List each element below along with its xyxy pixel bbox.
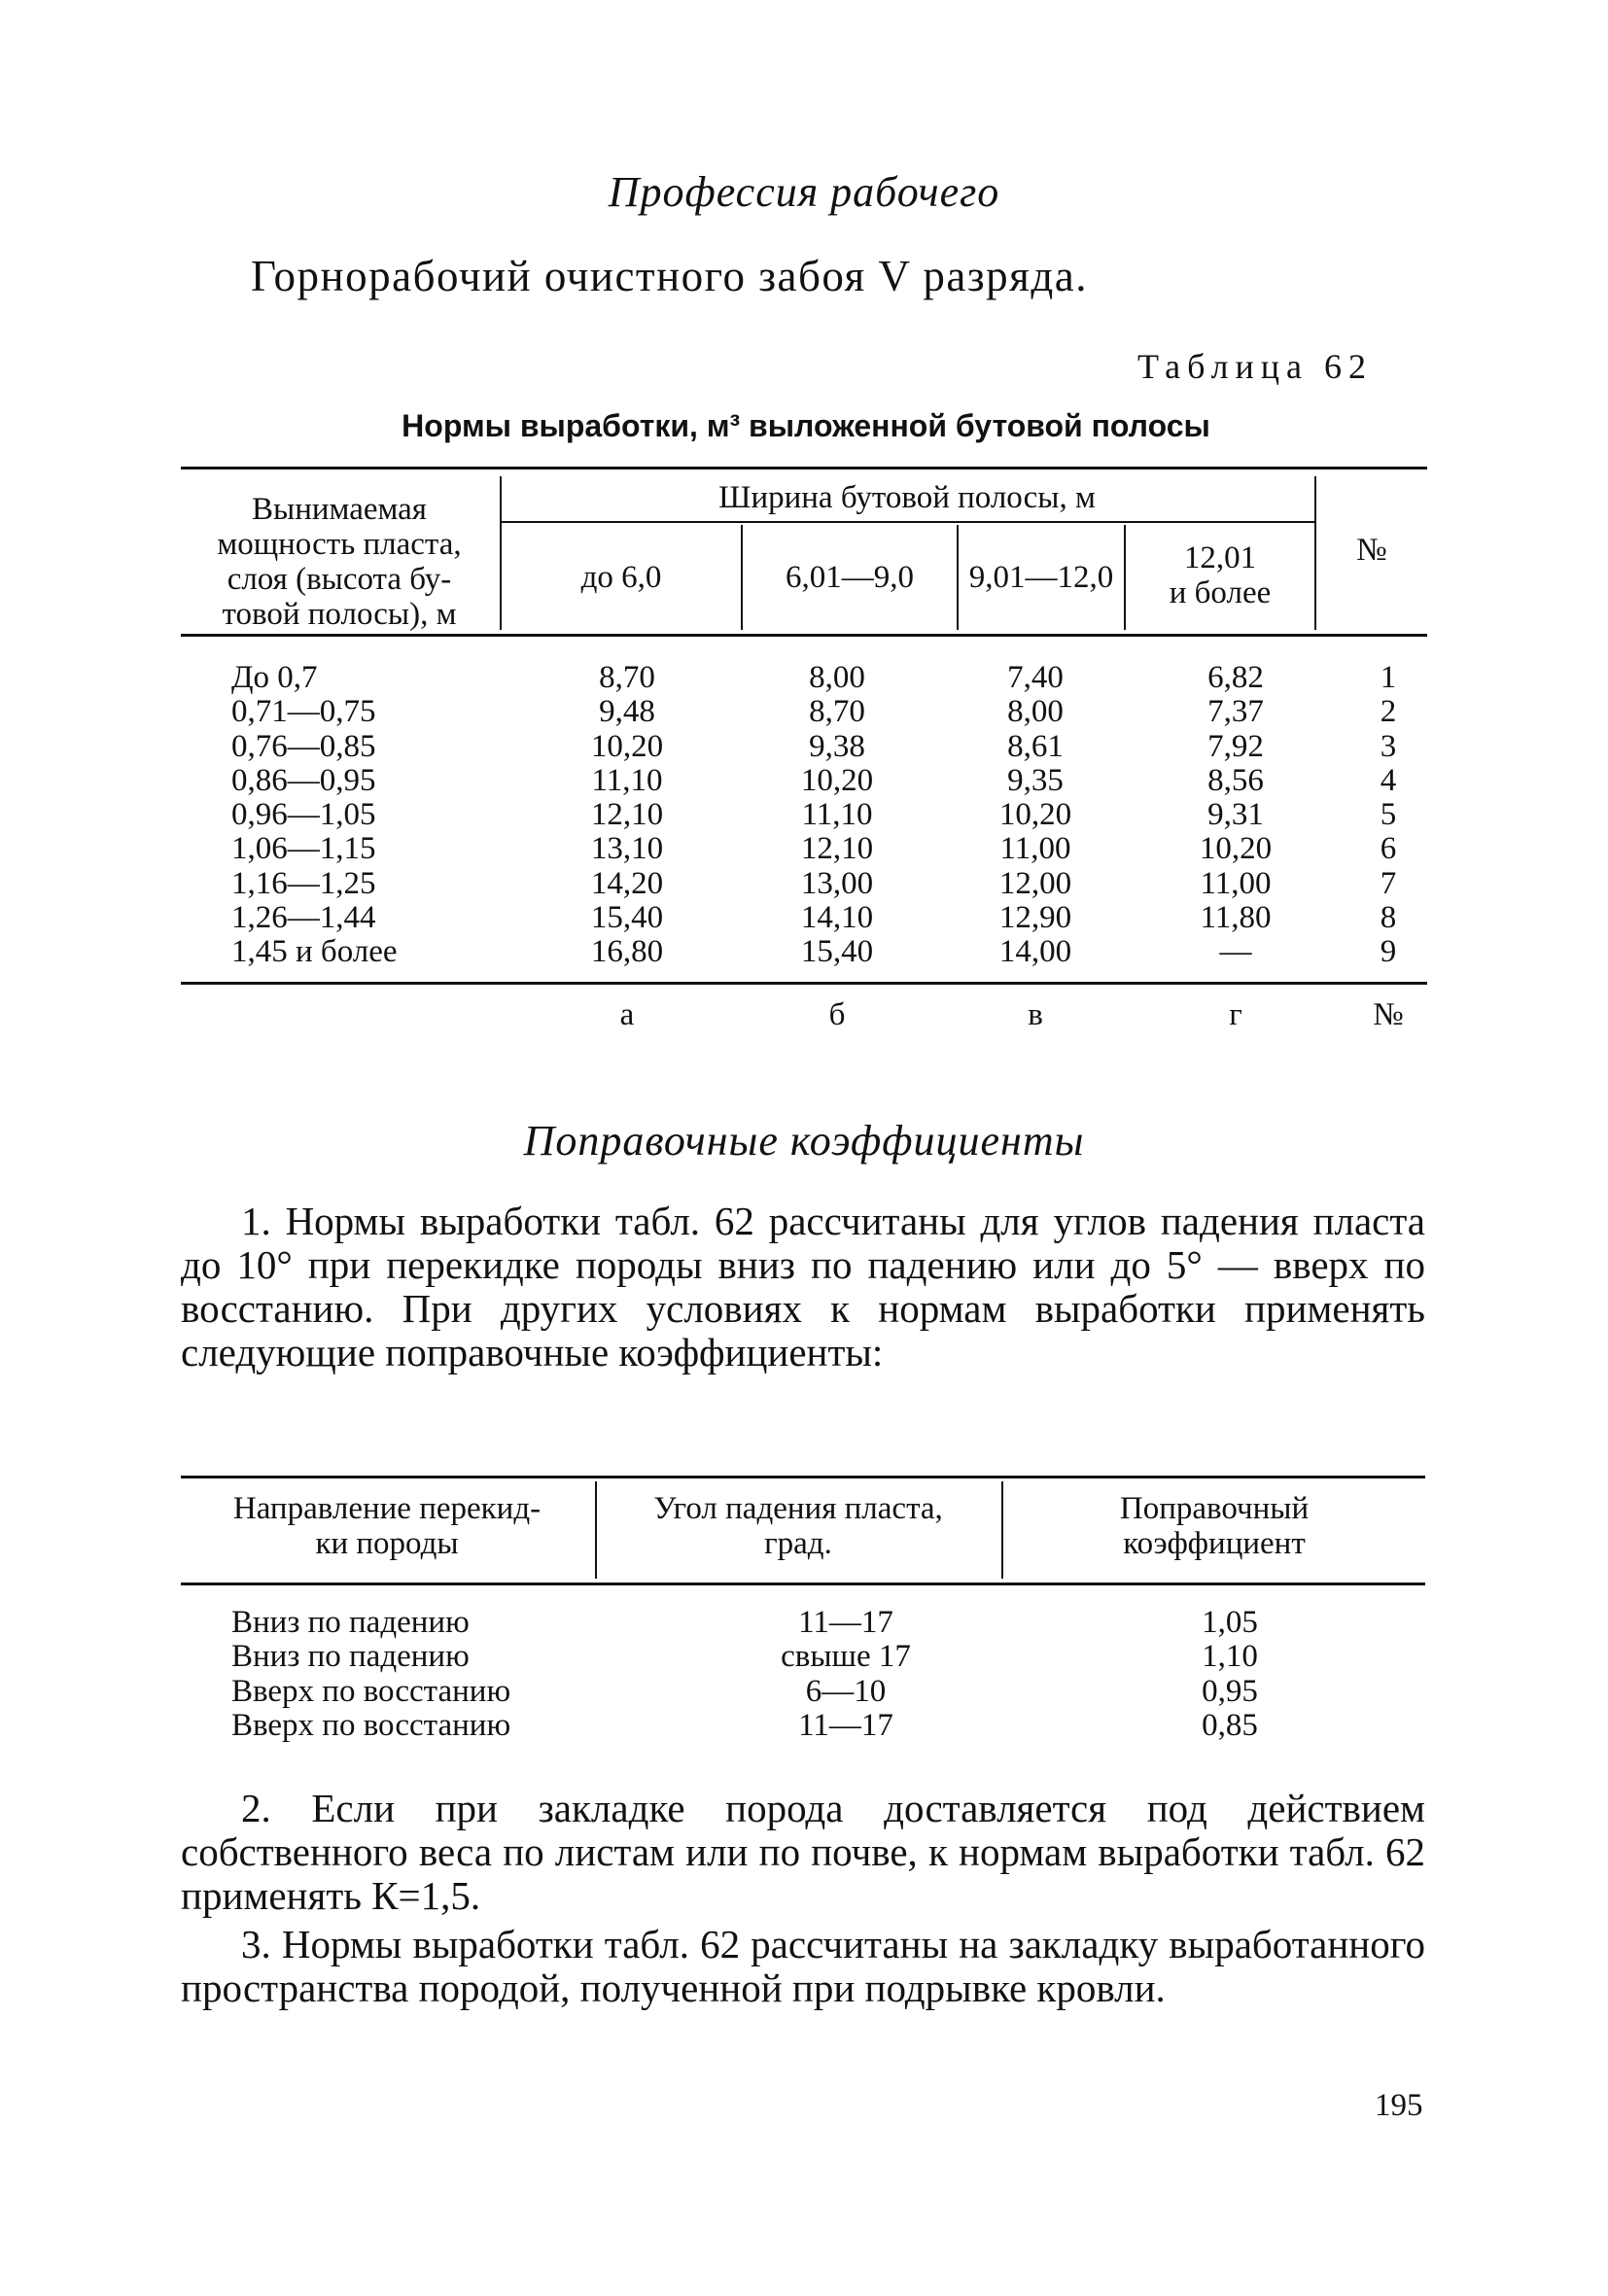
paragraph-2-text: 2. Если при закладке порода доставляется под действием собственного веса по листам или по почве, к нормам выработки табл. 62 применять К=1,5. <box>181 1786 1425 1918</box>
header-line: град. <box>764 1526 832 1561</box>
value-cell-b: 13,00 <box>800 865 874 901</box>
worker-category: Горнорабочий очистного забоя V разряда. <box>251 252 1088 300</box>
value-cell-b: 10,20 <box>800 762 874 798</box>
direction-cell: Вниз по падению <box>231 1605 470 1640</box>
table2-col3-header <box>1003 1491 1425 1561</box>
value-cell-d: 9,31 <box>1207 797 1264 833</box>
value-cell-c: 12,90 <box>998 900 1072 936</box>
thickness-cell: 1,26—1,44 <box>231 900 376 936</box>
thickness-cell: До 0,7 <box>231 660 318 695</box>
row-number-cell: 5 <box>1380 797 1397 833</box>
value-cell-b: 11,10 <box>801 797 873 833</box>
value-cell-c: 8,61 <box>1007 728 1064 764</box>
header-line: Поправочный <box>1119 1491 1310 1526</box>
row-number-cell: 3 <box>1380 728 1397 764</box>
row-header-line: мощность пласта, <box>217 527 462 562</box>
footer-d: г <box>1229 997 1242 1032</box>
thickness-cell: 0,86—0,95 <box>231 762 376 798</box>
thickness-cell: 0,71—0,75 <box>231 694 376 730</box>
thickness-cell: 1,16—1,25 <box>231 865 376 901</box>
row-header-line: Вынимаемая <box>252 492 427 527</box>
direction-cell: Вниз по падению <box>231 1639 470 1675</box>
value-cell-a: 8,70 <box>599 660 655 695</box>
value-cell-a: 12,10 <box>590 797 664 833</box>
value-cell-d: 11,00 <box>1200 865 1272 901</box>
table-bottom-rule <box>181 982 1427 985</box>
value-cell-b: 15,40 <box>800 934 874 970</box>
header-line: Угол падения пласта, <box>653 1491 943 1526</box>
row-number-cell: 2 <box>1380 694 1397 730</box>
thickness-column <box>231 661 398 970</box>
group-header-rule <box>500 521 1314 523</box>
col-c-values <box>953 661 1118 970</box>
value-cell-d: 11,80 <box>1200 900 1272 936</box>
angle-column <box>749 1606 943 1743</box>
value-cell-d: 10,20 <box>1199 831 1273 867</box>
thickness-cell: 1,06—1,15 <box>231 831 376 867</box>
coefficient-cell: 1,10 <box>1202 1639 1258 1675</box>
value-cell-a: 9,48 <box>599 694 655 730</box>
row-number-cell: 7 <box>1380 865 1397 901</box>
thickness-cell: 0,76—0,85 <box>231 728 376 764</box>
paragraph-3 <box>181 1923 1425 2010</box>
table-caption: Нормы выработки, м³ выложенной бутовой полосы <box>402 408 1210 443</box>
paragraph-3-text: 3. Нормы выработки табл. 62 рассчитаны на закладку выработанного пространства породой, полученной при подрывке кровли. <box>181 1922 1425 2010</box>
col-b-values <box>754 661 920 970</box>
col-header-d-line: 12,01 <box>1183 540 1257 575</box>
direction-column <box>231 1606 510 1743</box>
header-line: ки породы <box>315 1526 459 1561</box>
table-number-label: Таблица 62 <box>1137 347 1373 386</box>
row-number-cell: 9 <box>1380 934 1397 970</box>
col-header-d-line: и более <box>1169 575 1272 610</box>
table2-header-bottom-rule <box>181 1583 1425 1585</box>
angle-cell: 6—10 <box>805 1673 887 1709</box>
value-cell-d: — <box>1219 934 1252 970</box>
coefficient-column <box>1157 1606 1303 1743</box>
direction-cell: Вверх по восстанию <box>231 1707 511 1743</box>
value-cell-a: 15,40 <box>590 900 664 936</box>
thickness-cell: 0,96—1,05 <box>231 797 376 833</box>
table-top-rule <box>181 467 1427 470</box>
value-cell-d: 6,82 <box>1207 660 1264 695</box>
col-header-d <box>1126 540 1314 610</box>
header-line: коэффициент <box>1123 1526 1306 1561</box>
col-d-values <box>1153 661 1318 970</box>
width-group-header: Ширина бутовой полосы, м <box>718 480 1096 515</box>
col-no-values <box>1351 661 1425 970</box>
value-cell-a: 13,10 <box>590 831 664 867</box>
paragraph-2 <box>181 1787 1425 1918</box>
row-number-cell: 4 <box>1380 762 1397 798</box>
paragraph-1-text: 1. Нормы выработки табл. 62 рассчитаны для углов падения пласта до 10° при перекидке породы вниз по падению или до 5° — вверх по восстанию. При других условиях к нормам выработки применять следующие поправочные коэффициенты: <box>181 1199 1425 1374</box>
value-cell-c: 10,20 <box>998 797 1072 833</box>
col-header-b: 6,01—9,0 <box>786 560 914 595</box>
footer-c: в <box>1028 997 1043 1032</box>
row-header <box>181 492 498 632</box>
row-number-cell: 1 <box>1380 660 1397 695</box>
col-header-a: до 6,0 <box>580 560 662 595</box>
table2-col2-header <box>597 1491 999 1561</box>
value-cell-c: 9,35 <box>1007 762 1064 798</box>
value-cell-b: 12,10 <box>800 831 874 867</box>
table2-col1-header <box>181 1491 593 1561</box>
value-cell-b: 8,00 <box>809 660 865 695</box>
value-cell-d: 7,92 <box>1207 728 1264 764</box>
page-number: 195 <box>1375 2088 1423 2123</box>
value-cell-c: 7,40 <box>1007 660 1064 695</box>
angle-cell: 11—17 <box>798 1707 893 1743</box>
value-cell-d: 7,37 <box>1207 694 1264 730</box>
footer-b: б <box>828 997 846 1032</box>
table2-top-rule <box>181 1476 1425 1478</box>
header-line: Направление перекид- <box>232 1491 542 1526</box>
row-header-line: товой полосы), м <box>222 597 457 632</box>
paragraph-1 <box>181 1200 1425 1374</box>
coefficient-cell: 0,95 <box>1202 1673 1258 1709</box>
value-cell-b: 8,70 <box>809 694 865 730</box>
value-cell-a: 16,80 <box>590 934 664 970</box>
profession-heading: Профессия рабочего <box>608 168 1000 216</box>
corrections-heading: Поправочные коэффициенты <box>523 1117 1085 1165</box>
footer-no: № <box>1373 997 1404 1032</box>
value-cell-a: 14,20 <box>590 865 664 901</box>
value-cell-d: 8,56 <box>1207 762 1264 798</box>
col-a-values <box>544 661 710 970</box>
value-cell-c: 8,00 <box>1007 694 1064 730</box>
value-cell-b: 14,10 <box>800 900 874 936</box>
coefficient-cell: 0,85 <box>1202 1707 1258 1743</box>
col-header-no: № <box>1356 533 1387 568</box>
value-cell-c: 12,00 <box>998 865 1072 901</box>
col-header-c: 9,01—12,0 <box>968 560 1114 595</box>
footer-a: а <box>619 997 635 1032</box>
value-cell-c: 14,00 <box>998 934 1072 970</box>
value-cell-a: 10,20 <box>590 728 664 764</box>
header-bottom-rule <box>181 634 1427 637</box>
row-number-cell: 6 <box>1380 831 1397 867</box>
value-cell-b: 9,38 <box>809 728 865 764</box>
value-cell-a: 11,10 <box>591 762 663 798</box>
row-number-cell: 8 <box>1380 900 1397 936</box>
row-header-line: слоя (высота бу- <box>227 562 452 597</box>
angle-cell: свыше 17 <box>781 1639 911 1675</box>
direction-cell: Вверх по восстанию <box>231 1673 511 1709</box>
value-cell-c: 11,00 <box>999 831 1071 867</box>
coefficient-cell: 1,05 <box>1202 1605 1258 1640</box>
thickness-cell: 1,45 и более <box>231 934 398 970</box>
angle-cell: 11—17 <box>798 1605 893 1640</box>
